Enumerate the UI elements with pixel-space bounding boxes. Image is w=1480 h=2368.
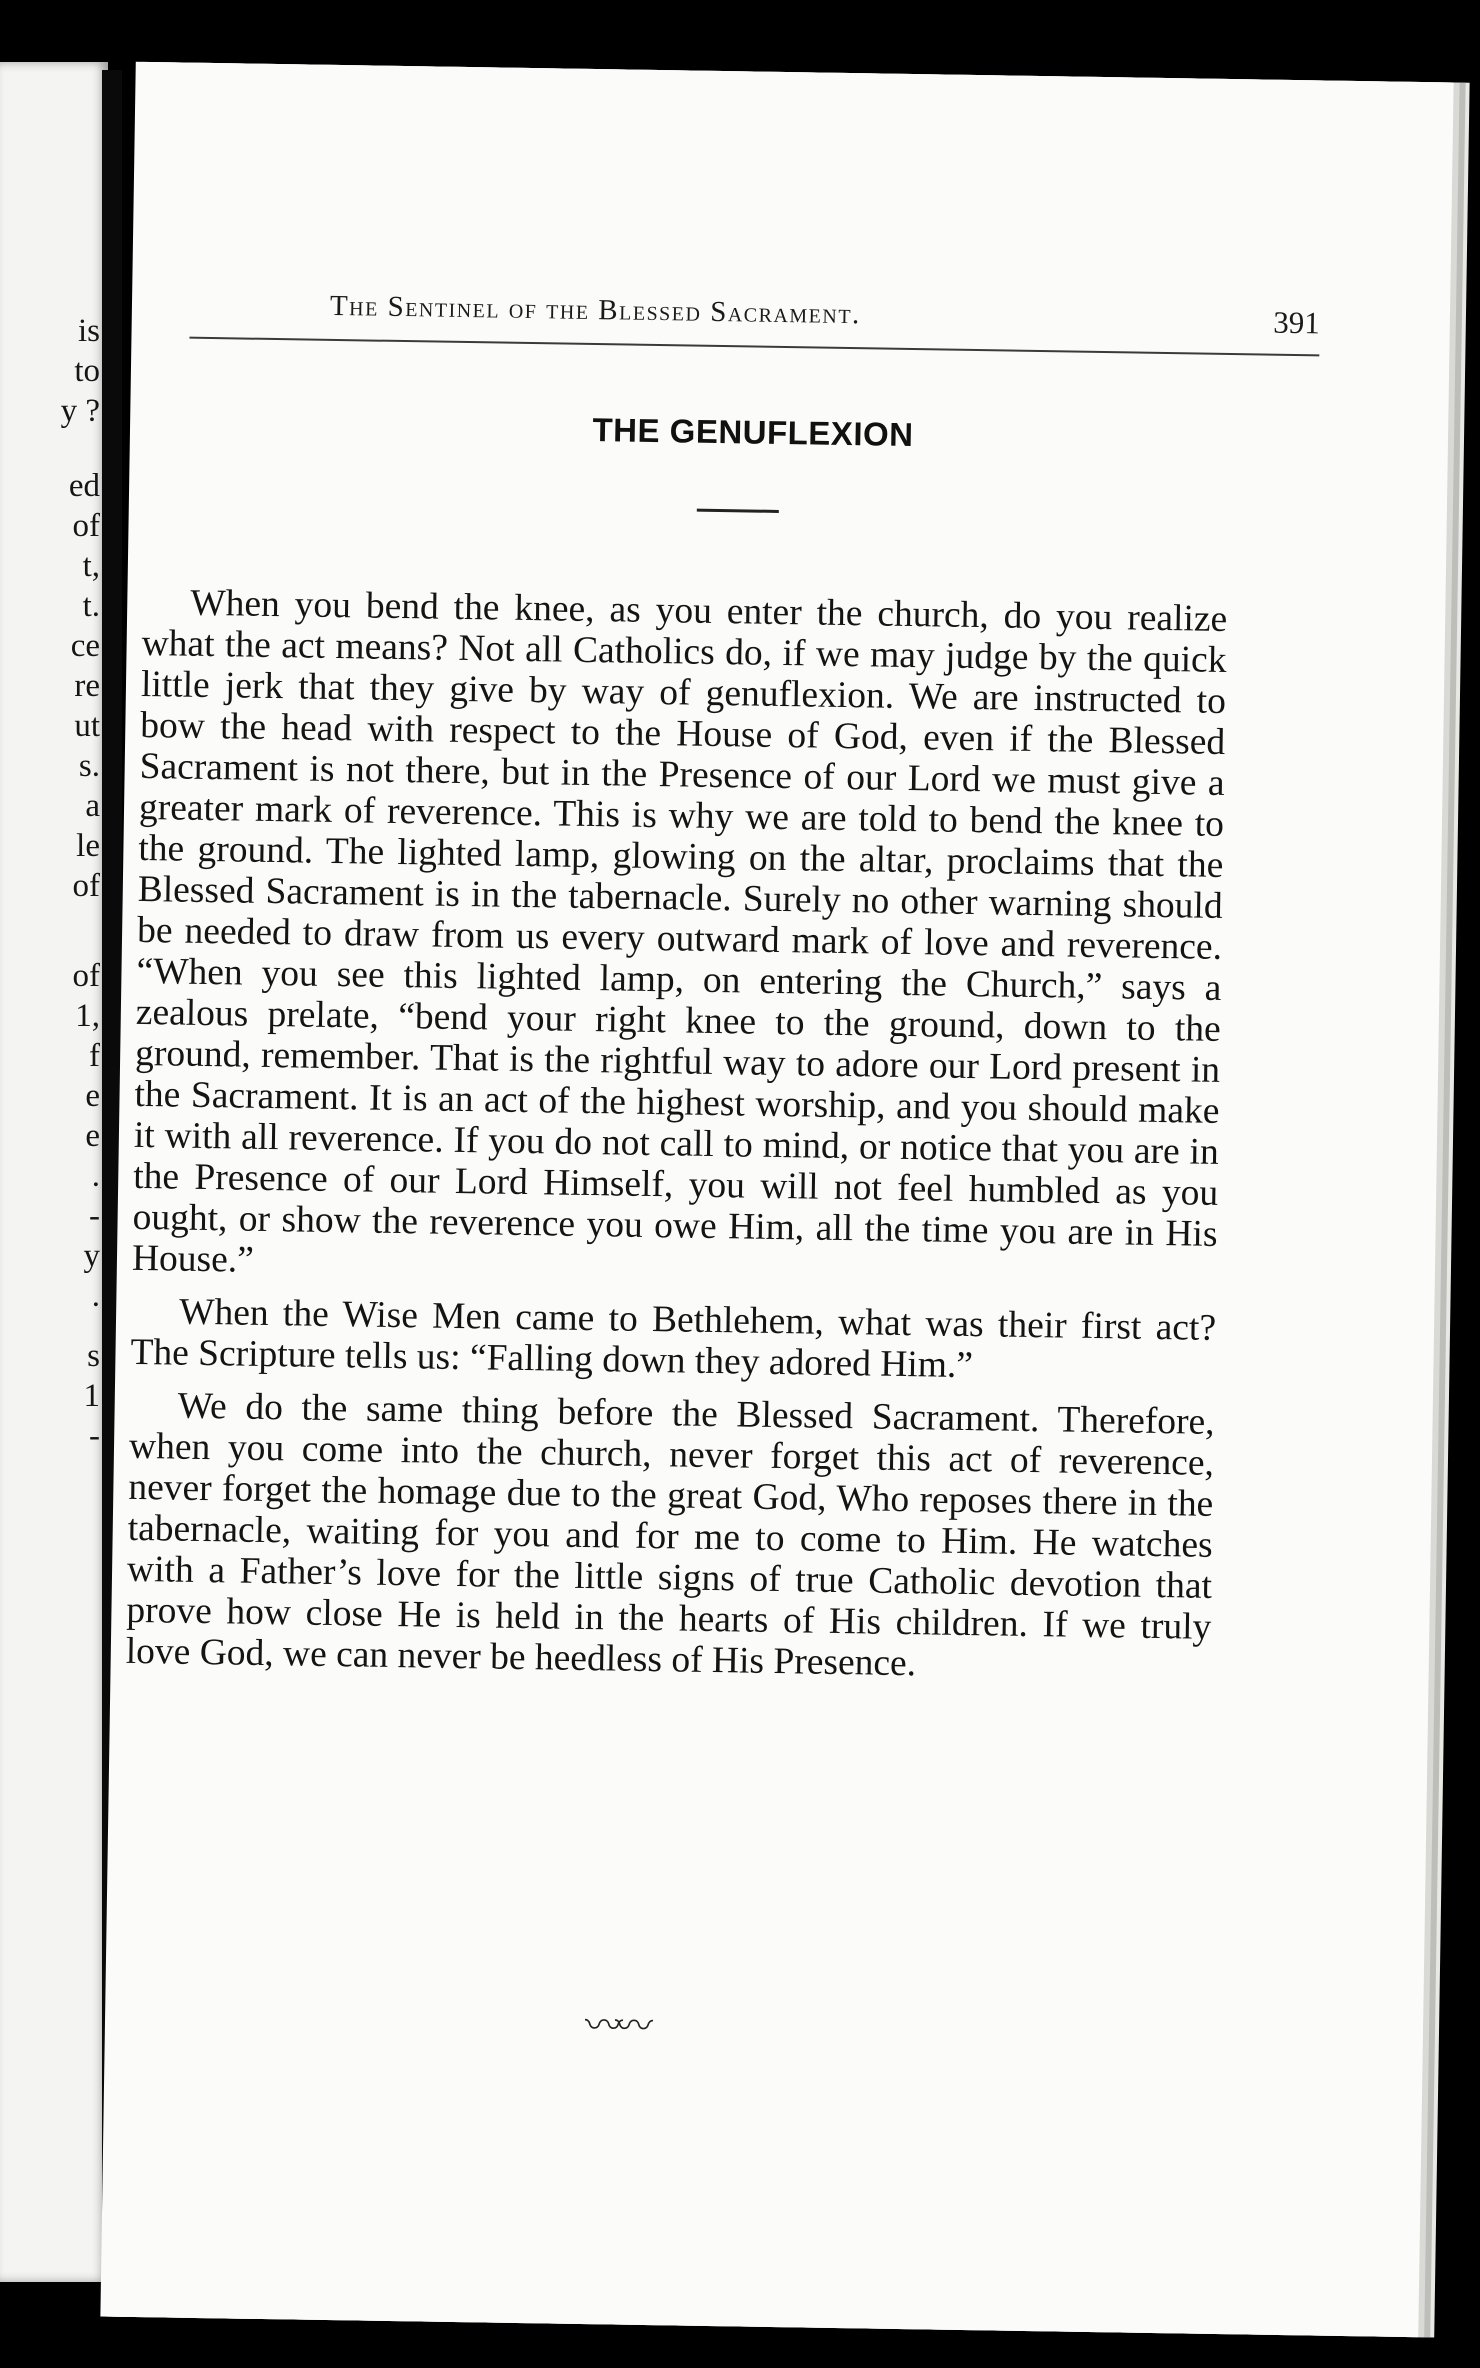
- previous-page-text-fragment: t,: [82, 548, 100, 584]
- previous-page-text-fragment: y: [83, 1238, 100, 1274]
- previous-page-text-fragment: 1,: [75, 998, 100, 1034]
- previous-page-text-fragment: y ?: [60, 393, 100, 429]
- previous-page-edge: [0, 62, 108, 2282]
- previous-page-text-fragment: s: [87, 1338, 100, 1374]
- previous-page-text-fragment: f: [89, 1038, 100, 1074]
- running-header: [190, 288, 1320, 346]
- article-body: [125, 582, 1227, 1701]
- previous-page-text-fragment: of: [72, 868, 100, 904]
- previous-page-text-fragment: le: [76, 828, 100, 864]
- previous-page-text-fragment: of: [72, 508, 100, 544]
- previous-page-text-fragment: .: [91, 1278, 100, 1314]
- previous-page-text-fragment: -: [89, 1198, 100, 1234]
- book-page: [100, 62, 1453, 2337]
- previous-page-text-fragment: e: [85, 1078, 100, 1114]
- previous-page-text-fragment: t.: [82, 588, 100, 624]
- previous-page-text-fragment: a: [85, 788, 100, 824]
- previous-page-text-fragment: ut: [74, 708, 100, 744]
- paragraph: When you bend the knee, as you enter the church, do you realize what the act means? Not all Catholics do, if we may judge by the quick little jerk that they give by way of genuflexion. We are instructed to bow the head with respect to the House of God, even if the Blessed Sacrament is not there, but in the Presence of our Lord we must give a greater mark of reverence. This is why we are told to bend the knee to the ground. The lighted lamp, glowing on the altar, proclaims that the Blessed Sacrament is in the tabernacle. Surely no other warning should be needed to draw from us every outward mark of love and reverence. “When you see this lighted lamp, on entering the Church,” says a zealous prelate, “bend your right knee to the ground, down to the ground, remember. That is the rightful way to adore our Lord present in the Sacrament. It is an act of the highest worship, and you should make it with all reverence. If you do not call to mind, or notice that you are in the Presence of our Lord Himself, you will not feel humbled as you ought, or show the reverence you owe Him, all the time you are in His House.”: [131, 582, 1228, 1281]
- previous-page-text-fragment: is: [77, 313, 100, 349]
- end-ornament: 〰〰: [584, 2003, 646, 2049]
- running-title: The Sentinel of the Blessed Sacrament.: [329, 289, 862, 331]
- title-rule: [697, 509, 779, 513]
- article-title: THE GENUFLEXION: [592, 411, 914, 454]
- paragraph: When the Wise Men came to Bethlehem, what was their first act? The Scripture tells us: “Falling down they adored Him.”: [130, 1291, 1217, 1387]
- previous-page-text-fragment: 1: [83, 1378, 100, 1414]
- previous-page-text-fragment: s.: [78, 748, 100, 784]
- previous-page-text-fragment: e: [85, 1118, 100, 1154]
- previous-page-text-fragment: ed: [68, 468, 100, 504]
- paragraph: We do the same thing before the Blessed Sacrament. Therefore, when you come into the church, never forget this act of reverence, never forget the homage due to the great God, Who reposes there in the tabernacle, waiting for you and for me to come to Him. He watches with a Father’s love for the little signs of true Catholic devotion that prove how close He is held in the hearts of His children. If we truly love God, we can never be heedless of His Presence.: [125, 1385, 1215, 1685]
- page-number: 391: [1273, 304, 1321, 341]
- previous-page-text-fragment: to: [74, 353, 100, 389]
- previous-page-text-fragment: re: [74, 668, 100, 704]
- previous-page-text-fragment: .: [91, 1158, 100, 1194]
- previous-page-text-fragment: ce: [70, 628, 100, 664]
- previous-page-text-fragment: -: [89, 1418, 100, 1454]
- previous-page-text-fragment: of: [72, 958, 100, 994]
